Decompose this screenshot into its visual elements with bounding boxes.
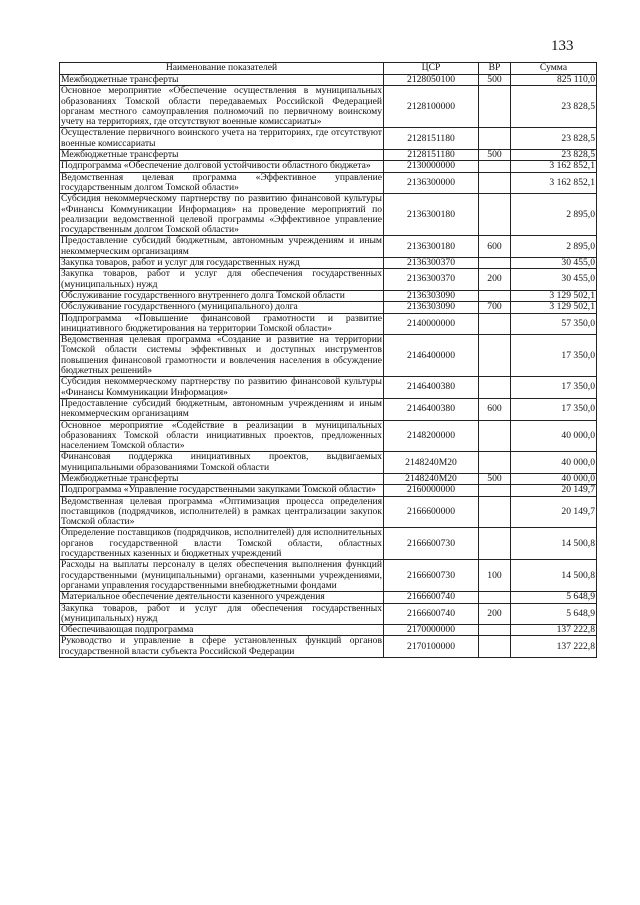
cell-name: Основное мероприятие «Содействие в реализации в муниципальных образованиях Томской области инициативных проектов, предложенных населением Томской области» [61, 419, 382, 452]
cell-sum: 137 222,8 [511, 636, 597, 658]
header-vr: ВР [479, 63, 511, 75]
cell-csr: 2166600740 [384, 603, 479, 625]
cell-csr: 2136300180 [384, 236, 479, 258]
cell-csr: 2128151180 [384, 150, 479, 161]
table-row [60, 636, 597, 658]
page-number: 133 [551, 38, 574, 54]
cell-csr: 2140000000 [384, 313, 479, 335]
header-sum: Сумма [511, 63, 597, 75]
cell-sum: 20 149,7 [511, 496, 597, 528]
table-row [60, 452, 597, 474]
table-row [60, 377, 597, 399]
cell-vr [479, 258, 511, 269]
cell-vr: 500 [479, 75, 511, 86]
cell-sum: 3 129 502,1 [511, 290, 597, 301]
cell-vr: 500 [479, 473, 511, 484]
cell-csr: 2146400380 [384, 398, 479, 420]
cell-vr [479, 335, 511, 377]
cell-csr: 2136300000 [384, 172, 479, 194]
cell-vr [479, 452, 511, 474]
cell-name: Ведомственная целевая программа «Эффективное управление государственным долгом Томской области» [61, 171, 382, 193]
cell-csr: 2166600730 [384, 560, 479, 592]
cell-vr [479, 636, 511, 658]
cell-name: Подпрограмма «Управление государственными закупками Томской области» [60, 485, 384, 496]
cell-name: Межбюджетные трансферты [60, 150, 384, 161]
cell-sum: 137 222,8 [511, 625, 597, 636]
table-row [60, 473, 597, 484]
cell-csr: 2136300370 [384, 258, 479, 269]
table-row [60, 269, 597, 291]
cell-csr: 2148200000 [384, 420, 479, 452]
cell-vr: 100 [479, 560, 511, 592]
cell-sum: 20 149,7 [511, 485, 597, 496]
cell-sum: 30 455,0 [511, 258, 597, 269]
table-row [60, 290, 597, 301]
cell-name: Обслуживание государственного внутреннего долга Томской области [60, 290, 384, 301]
cell-csr: 2166600740 [384, 592, 479, 603]
cell-name: Субсидия некоммерческому партнерству по развитию финансовой культуры «Финансы Коммуникации Информация» на проведение мероприятий по реализации ведомственной целевой программы «Эффективное управление государственным долгом Томской области» [61, 193, 382, 236]
cell-name: Определение поставщиков (подрядчиков, исполнителей) для исполнительных органов государственной власти Томской области, областных государственных казенных и бюджетных учреждений [61, 527, 382, 560]
cell-vr: 600 [479, 236, 511, 258]
cell-vr [479, 290, 511, 301]
table-row [60, 528, 597, 560]
cell-vr [479, 625, 511, 636]
cell-sum: 40 000,0 [511, 473, 597, 484]
cell-csr: 2160000000 [384, 485, 479, 496]
table-body [60, 75, 597, 658]
cell-csr: 2148240М20 [384, 452, 479, 474]
cell-sum: 23 828,5 [511, 86, 597, 128]
table-row [60, 420, 597, 452]
cell-name: Закупка товаров, работ и услуг для обеспечения государственных (муниципальных) нужд [61, 602, 382, 624]
cell-name: Ведомственная целевая программа «Оптимизация процесса определения поставщиков (подрядчиков, исполнителей) в рамках централизации закупок Томской области» [61, 495, 382, 528]
cell-csr: 2136300370 [384, 269, 479, 291]
cell-name: Финансовая поддержка инициативных проектов, выдвигаемых муниципальными образованиями Томской области [61, 451, 382, 473]
cell-name: Обслуживание государственного (муниципального) долга [60, 302, 384, 313]
table-row [60, 398, 597, 420]
table-row [60, 150, 597, 161]
cell-name: Материальное обеспечение деятельности казенного учреждения [60, 592, 384, 603]
table-row [60, 592, 597, 603]
cell-csr: 2136300180 [384, 194, 479, 236]
table-row [60, 560, 597, 592]
cell-vr [479, 172, 511, 194]
table-row [60, 161, 597, 172]
header-name: Наименование показателей [60, 63, 384, 75]
cell-sum: 2 895,0 [511, 236, 597, 258]
cell-csr: 2166600730 [384, 528, 479, 560]
cell-name: Обеспечивающая подпрограмма [60, 625, 384, 636]
cell-csr: 2148240М20 [384, 473, 479, 484]
cell-vr: 200 [479, 603, 511, 625]
cell-name: Закупка товаров, работ и услуг для государственных нужд [60, 258, 384, 269]
cell-vr: 200 [479, 269, 511, 291]
cell-sum: 3 162 852,1 [511, 161, 597, 172]
cell-vr [479, 377, 511, 399]
cell-sum: 2 895,0 [511, 194, 597, 236]
cell-name: Закупка товаров, работ и услуг для обеспечения государственных (муниципальных) нужд [61, 268, 382, 290]
cell-sum: 30 455,0 [511, 269, 597, 291]
cell-vr [479, 496, 511, 528]
cell-name: Предоставление субсидий бюджетным, автономным учреждениям и иным некоммерческим организациям [61, 235, 382, 257]
cell-csr: 2170000000 [384, 625, 479, 636]
cell-sum: 14 500,8 [511, 528, 597, 560]
table-row [60, 258, 597, 269]
cell-sum: 40 000,0 [511, 420, 597, 452]
table-row [60, 86, 597, 128]
table-row [60, 603, 597, 625]
cell-name: Ведомственная целевая программа «Создание и развитие на территории Томской области системы эффективных и доступных инструментов повышения финансовой грамотности и вовлечения населения в обсуждение бюджетных решений» [61, 334, 382, 377]
cell-csr: 2136303090 [384, 290, 479, 301]
cell-vr [479, 485, 511, 496]
cell-csr: 2170100000 [384, 636, 479, 658]
budget-table [59, 62, 597, 658]
cell-csr: 2146400000 [384, 335, 479, 377]
cell-sum: 3 129 502,1 [511, 302, 597, 313]
cell-csr: 2128100000 [384, 86, 479, 128]
cell-name: Предоставление субсидий бюджетным, автономным учреждениям и иным некоммерческим организациям [61, 397, 382, 420]
table-row [60, 75, 597, 86]
cell-sum: 5 648,9 [511, 603, 597, 625]
table-row [60, 625, 597, 636]
table-row [60, 172, 597, 194]
cell-name: Основное мероприятие «Обеспечение осуществления в муниципальных образованиях Томской области передаваемых Российской Федерацией органам местного самоуправления полномочий по первичному воинскому учету на территориях, где отсутствуют военные комиссариаты» [61, 85, 382, 128]
table-row [60, 485, 597, 496]
cell-csr: 2146400380 [384, 377, 479, 399]
table-row [60, 194, 597, 236]
table-row [60, 313, 597, 335]
table-row [60, 128, 597, 150]
header-csr: ЦСР [384, 63, 479, 75]
table-header-row [60, 63, 597, 75]
cell-sum: 3 162 852,1 [511, 172, 597, 194]
cell-csr: 2166600000 [384, 496, 479, 528]
cell-csr: 2136303090 [384, 302, 479, 313]
cell-sum: 825 110,0 [511, 75, 597, 86]
table-row [60, 496, 597, 528]
cell-name: Межбюджетные трансферты [60, 473, 384, 484]
cell-sum: 5 648,9 [511, 592, 597, 603]
cell-sum: 14 500,8 [511, 560, 597, 592]
table-row [60, 302, 597, 313]
cell-vr [479, 128, 511, 150]
cell-sum: 17 350,0 [511, 398, 597, 420]
table-row [60, 335, 597, 377]
cell-name: Межбюджетные трансферты [60, 75, 384, 86]
cell-name: Расходы на выплаты персоналу в целях обеспечения выполнения функций государственными (муниципальными) органами, казенными учреждениями, органами управления государственными внебюджетными фондами [61, 559, 382, 591]
cell-vr [479, 313, 511, 335]
cell-sum: 57 350,0 [511, 313, 597, 335]
cell-sum: 23 828,5 [511, 150, 597, 161]
cell-name: Руководство и управление в сфере установленных функций органов государственной власти субъекта Российской Федерации [61, 635, 382, 657]
cell-csr: 2130000000 [384, 161, 479, 172]
cell-vr [479, 420, 511, 452]
cell-vr [479, 592, 511, 603]
cell-vr: 600 [479, 398, 511, 420]
cell-vr [479, 86, 511, 128]
cell-sum: 17 350,0 [511, 377, 597, 399]
cell-csr: 2128151180 [384, 128, 479, 150]
cell-name: Подпрограмма «Повышение финансовой грамотности и развитие инициативного бюджетирования на территории Томской области» [61, 312, 382, 334]
cell-vr [479, 161, 511, 172]
cell-vr: 700 [479, 302, 511, 313]
cell-name: Подпрограмма «Обеспечение долговой устойчивости областного бюджета» [60, 161, 384, 172]
table-row [60, 236, 597, 258]
cell-csr: 2128050100 [384, 75, 479, 86]
cell-name: Субсидия некоммерческому партнерству по развитию финансовой культуры «Финансы Коммуникации Информация» [61, 376, 382, 398]
cell-name: Осуществление первичного воинского учета на территориях, где отсутствуют военные комиссариаты [61, 127, 382, 149]
cell-vr [479, 528, 511, 560]
cell-sum: 23 828,5 [511, 128, 597, 150]
cell-sum: 40 000,0 [511, 452, 597, 474]
cell-vr [479, 194, 511, 236]
cell-vr: 500 [479, 150, 511, 161]
cell-sum: 17 350,0 [511, 335, 597, 377]
